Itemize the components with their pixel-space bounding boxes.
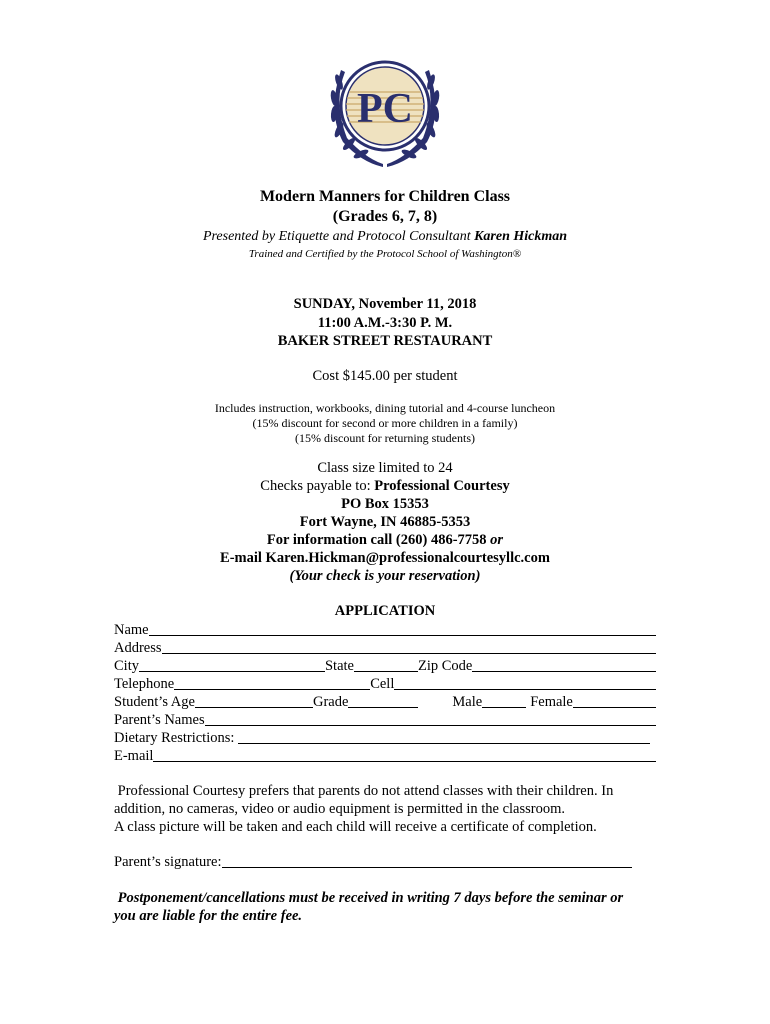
age-label: Student’s Age	[114, 694, 195, 710]
zip-label: Zip Code	[417, 658, 473, 674]
grades-subtitle: (Grades 6, 7, 8)	[332, 208, 438, 225]
female-field[interactable]	[573, 707, 656, 708]
signature-row	[114, 853, 632, 871]
page-title: Modern Manners for Children Class	[259, 188, 511, 205]
discount-returning: (15% discount for returning students)	[295, 431, 475, 445]
checks-payable	[0, 478, 770, 495]
address-field[interactable]	[162, 653, 656, 654]
cancellation-policy	[114, 889, 654, 925]
includes-line: Includes instruction, workbooks, dining tutorial and 4-course luncheon	[214, 401, 556, 415]
male-field[interactable]	[482, 707, 526, 708]
state-field[interactable]	[354, 671, 418, 672]
telephone-row	[114, 675, 656, 693]
signature-field[interactable]	[222, 867, 632, 868]
telephone-field[interactable]	[174, 689, 370, 690]
event-date: SUNDAY, November 11, 2018	[293, 296, 477, 312]
po-box: PO Box 15353	[341, 496, 429, 512]
parents-field[interactable]	[205, 725, 656, 726]
certification-line: Trained and Certified by the Protocol School of Washington®	[248, 248, 522, 260]
address-label: Address	[114, 640, 162, 656]
policy-line-1: Professional Courtesy prefers that parents do not attend classes with their children. In	[114, 783, 614, 799]
dietary-field[interactable]	[238, 743, 650, 744]
student-row	[114, 693, 656, 711]
event-cost: Cost $145.00 per student	[312, 368, 458, 384]
presented-by	[0, 229, 770, 245]
pc-laurel-logo	[325, 52, 445, 170]
event-time: 11:00 A.M.-3:30 P. M.	[317, 315, 453, 331]
info-phone	[0, 532, 770, 549]
cancel-line-1: Postponement/cancellations must be received in writing 7 days before the seminar or	[114, 890, 624, 906]
class-size: Class size limited to 24	[317, 460, 453, 476]
reservation-note: (Your check is your reservation)	[289, 568, 481, 584]
email-field[interactable]	[153, 761, 656, 762]
cancel-line-2: you are liable for the entire fee.	[114, 908, 303, 924]
city-field[interactable]	[139, 671, 325, 672]
presenter-name: Karen Hickman	[474, 229, 568, 244]
dietary-row	[114, 729, 650, 747]
city-state-zip: Fort Wayne, IN 46885-5353	[299, 514, 471, 530]
email-row	[114, 747, 656, 765]
presented-prefix: Presented by Etiquette and Protocol Consultant	[202, 229, 475, 244]
policy-text	[114, 782, 654, 836]
application-heading: APPLICATION	[334, 603, 436, 619]
info-or: or	[490, 532, 504, 548]
svg-text:PC: PC	[357, 86, 413, 132]
female-label: Female	[530, 694, 573, 710]
parents-row	[114, 711, 656, 729]
email-label: E-mail	[114, 748, 154, 764]
telephone-label: Telephone	[114, 676, 175, 692]
zip-field[interactable]	[472, 671, 656, 672]
grade-label: Grade	[312, 694, 349, 710]
male-label: Male	[452, 694, 483, 710]
cell-label: Cell	[370, 676, 395, 692]
state-label: State	[324, 658, 354, 674]
policy-line-3: A class picture will be taken and each child will receive a certificate of completion.	[114, 819, 597, 835]
name-field[interactable]	[149, 635, 656, 636]
contact-email[interactable]: E-mail Karen.Hickman@professionalcourtesyllc.com	[220, 550, 550, 566]
age-field[interactable]	[195, 707, 313, 708]
info-call: For information call (260) 486-7758	[266, 532, 491, 548]
signature-label: Parent’s signature:	[114, 854, 222, 870]
grade-field[interactable]	[348, 707, 418, 708]
address-row	[114, 639, 656, 657]
policy-line-2: addition, no cameras, video or audio equipment is permitted in the classroom.	[114, 801, 566, 817]
name-row	[114, 621, 656, 639]
discount-family: (15% discount for second or more children in a family)	[252, 416, 518, 430]
payee-name: Professional Courtesy	[374, 478, 510, 494]
city-row	[114, 657, 656, 675]
checks-prefix: Checks payable to:	[260, 478, 375, 494]
cell-field[interactable]	[394, 689, 656, 690]
city-label: City	[114, 658, 139, 674]
event-venue: BAKER STREET RESTAURANT	[277, 333, 493, 349]
parents-label: Parent’s Names	[114, 712, 205, 728]
name-label: Name	[114, 622, 149, 638]
dietary-label: Dietary Restrictions:	[114, 730, 239, 746]
